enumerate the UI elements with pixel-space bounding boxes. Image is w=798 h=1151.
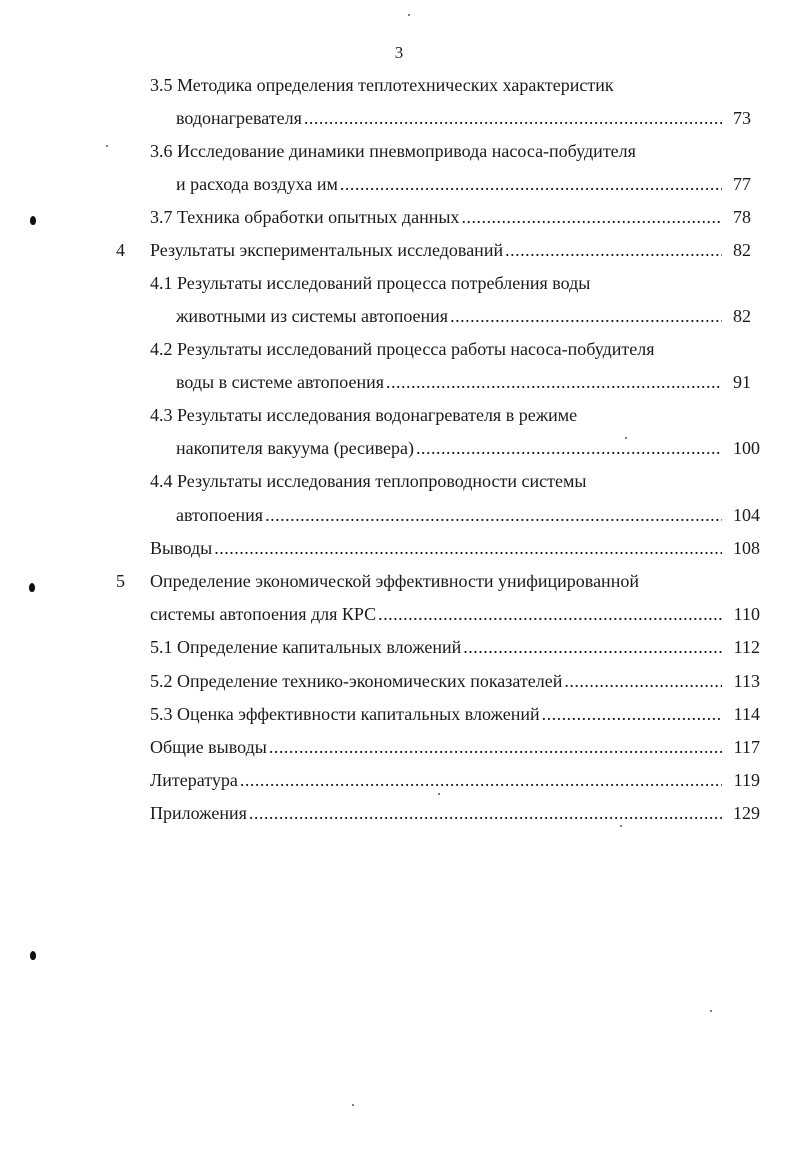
toc-entry-4-4-line1: 4.4 Результаты исследования теплопроводности системы [150, 471, 587, 491]
scan-speck [352, 1104, 354, 1106]
toc-page-vyvody: 108 [733, 538, 760, 558]
toc-entry-3-6 [176, 173, 724, 195]
toc-chapter-4-title: Результаты экспериментальных исследований [150, 240, 504, 260]
toc-entry-4-1-line1: 4.1 Результаты исследований процесса потребления воды [150, 273, 591, 293]
toc-page-obshchie-vyvody: 117 [733, 737, 760, 757]
toc-entry-prilozheniya [150, 802, 724, 824]
punch-hole-mark-2 [29, 583, 35, 592]
toc-chapter-4 [150, 239, 724, 261]
toc-entry-literatura [150, 769, 724, 791]
toc-entry-5-3-title: 5.3 Оценка эффективности капитальных вложений [150, 704, 540, 724]
toc-entry-obshchie-vyvody [150, 736, 724, 758]
page-number: 3 [394, 43, 404, 62]
toc-entry-obshchie-vyvody-title: Общие выводы [150, 737, 267, 757]
scan-speck [625, 437, 627, 439]
toc-entry-vyvody-title: Выводы [150, 538, 213, 558]
toc-page-literatura: 119 [733, 770, 760, 790]
toc-entry-5-2 [150, 670, 724, 692]
toc-entry-4-2-line2: воды в системе автопоения [176, 372, 385, 392]
toc-entry-4-3-line2: накопителя вакуума (ресивера) [176, 438, 415, 458]
toc-entry-4-4 [176, 504, 724, 526]
toc-entry-4-2-line1: 4.2 Результаты исследований процесса работы насоса-побудителя [150, 339, 655, 359]
toc-entry-5-1-title: 5.1 Определение капитальных вложений [150, 637, 462, 657]
scan-speck [106, 145, 108, 147]
scan-speck [620, 825, 622, 827]
toc-entry-4-3-line1: 4.3 Результаты исследования водонагревателя в режиме [150, 405, 578, 425]
scan-speck [710, 1010, 712, 1012]
toc-chapter-5-line1: Определение экономической эффективности унифицированной [150, 571, 639, 591]
toc-entry-3-6-line1: 3.6 Исследование динамики пневмопривода насоса-побудителя [150, 141, 636, 161]
toc-entry-3-7-title: 3.7 Техника обработки опытных данных [150, 207, 460, 227]
toc-entry-3-5-line1: 3.5 Методика определения теплотехнических характеристик [150, 75, 614, 95]
toc-page-3-7: 78 [733, 207, 751, 227]
toc-entry-4-3 [176, 437, 724, 459]
toc-page-5-3: 114 [733, 704, 760, 724]
toc-entry-vyvody [150, 537, 724, 559]
scan-speck [408, 14, 410, 16]
toc-entry-prilozheniya-title: Приложения [150, 803, 247, 823]
toc-entry-5-1 [150, 636, 724, 658]
toc-page-3-6: 77 [733, 174, 751, 194]
toc-entry-5-3 [150, 703, 724, 725]
toc-chapter-4-number: 4 [116, 240, 125, 260]
toc-page-5-2: 113 [733, 671, 760, 691]
toc-chapter-5-line2: системы автопоения для КРС [150, 604, 377, 624]
punch-hole-mark-1 [30, 216, 36, 225]
toc-chapter-5 [150, 603, 724, 625]
toc-entry-3-5-line2: водонагревателя [176, 108, 302, 128]
toc-entry-5-2-title: 5.2 Определение технико-экономических показателей [150, 671, 563, 691]
toc-entry-4-1 [176, 305, 724, 327]
toc-chapter-5-number: 5 [116, 571, 125, 591]
toc-entry-3-5 [176, 107, 724, 129]
toc-page-prilozheniya: 129 [733, 803, 760, 823]
toc-entry-3-6-line2: и расхода воздуха им [176, 174, 338, 194]
toc-entry-literatura-title: Литература [150, 770, 238, 790]
toc-page-5-1: 112 [733, 637, 760, 657]
punch-hole-mark-3 [30, 951, 36, 960]
toc-entry-3-7 [150, 206, 724, 228]
toc-page-4-3: 100 [733, 438, 760, 458]
toc-page-4-1: 82 [733, 306, 751, 326]
toc-page-4-4: 104 [733, 505, 760, 525]
toc-entry-4-4-line2: автопоения [176, 505, 264, 525]
toc-page-3-5: 73 [733, 108, 751, 128]
toc-entry-4-2 [176, 371, 724, 393]
toc-page-4: 82 [733, 240, 751, 260]
toc-page-4-2: 91 [733, 372, 751, 392]
scan-speck [438, 793, 440, 795]
toc-entry-4-1-line2: животными из системы автопоения [176, 306, 449, 326]
toc-page-5: 110 [733, 604, 760, 624]
